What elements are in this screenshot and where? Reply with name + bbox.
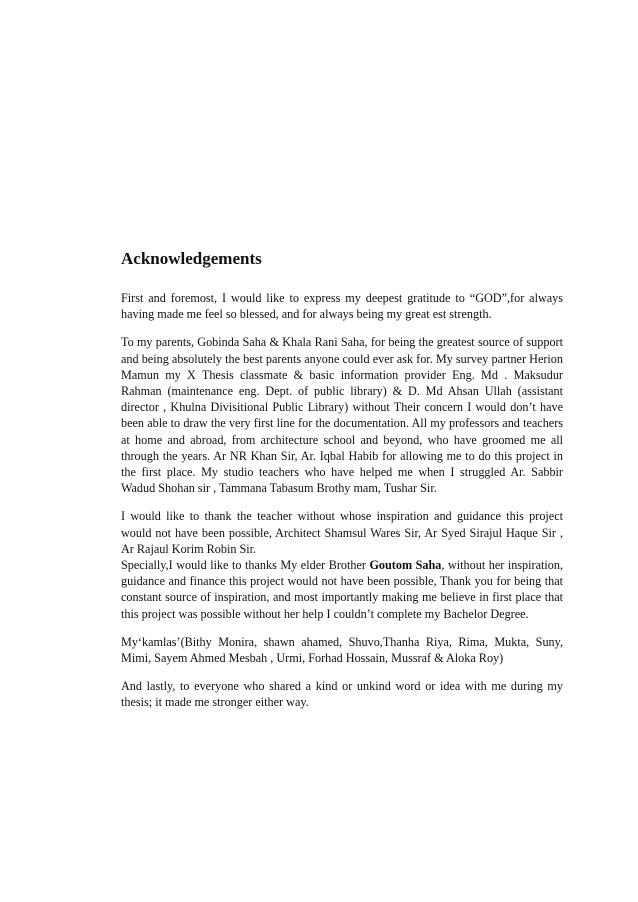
brother-paragraph xyxy=(121,557,563,622)
page-title: Acknowledgements xyxy=(121,249,262,268)
gratitude-paragraph: First and foremost, I would like to express my deepest gratitude to “GOD”,for always having made me feel so blessed, and for always being my great est strength. xyxy=(121,291,563,322)
closing-paragraph: And lastly, to everyone who shared a kind or unkind word or idea with me during my thesis; it made me stronger either way. xyxy=(121,679,563,710)
thesis-teachers-paragraph: I would like to thank the teacher without whose inspiration and guidance this project would not have been possible, Architect Shamsul Wares Sir, Ar Syed Sirajul Haque Sir , Ar Rajaul Korim Robin Sir. xyxy=(121,509,563,556)
brother-text-end: , without her inspiration, guidance and finance this project would not have been possible, Thank you for being that constant source of inspiration, and most importantly making me believe in first place that this project was possible without her help I couldn’t complete my Bachelor Degree. xyxy=(121,558,563,621)
parents-teachers-paragraph: To my parents, Gobinda Saha & Khala Rani Saha, for being the greatest source of support and being absolutely the best parents anyone could ever ask for. My survey partner Herion Mamun my X Thesis classmate & basic information provider Eng. Md . Maksudur Rahman (maintenance eng. Dept. of public library) & D. Md Ahsan Ullah (assistant director , Khulna Divisitional Public Library) without Their concern I would don’t have been able to draw the very first line for the documentation. All my professors and teachers at home and abroad, from architecture school and beyond, who have groomed me all through the years. Ar NR Khan Sir, Ar. Iqbal Habib for allowing me to do this project in the first place. My studio teachers who have helped me when I struggled Ar. Sabbir Wadud Shohan sir , Tammana Tabasum Brothy mam, Tushar Sir. xyxy=(121,335,563,496)
brother-text-start: Specially,I would like to thanks My elder Brother xyxy=(121,558,370,573)
brother-name: Goutom Saha xyxy=(369,558,442,573)
acknowledgements-section xyxy=(121,249,563,723)
friends-paragraph: My‘kamlas’(Bithy Monira, shawn ahamed, Shuvo,Thanha Riya, Rima, Mukta, Suny, Mimi, Sayem Ahmed Mesbah , Urmi, Forhad Hossain, Mussraf & Aloka Roy) xyxy=(121,634,563,666)
